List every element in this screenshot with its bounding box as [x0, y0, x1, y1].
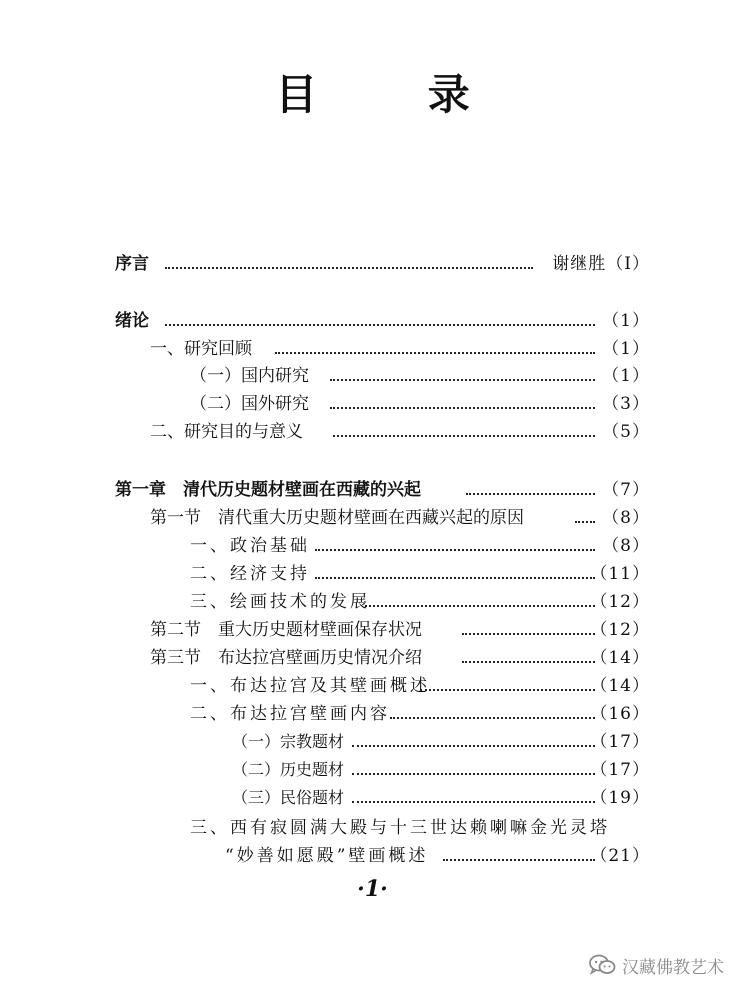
toc-leader-dots: [352, 745, 595, 747]
toc-entry-chapter-1[interactable]: [0, 476, 745, 504]
toc-entry-page: （14）: [590, 676, 650, 696]
toc-entry[interactable]: [0, 814, 745, 842]
toc-entry[interactable]: [0, 700, 745, 728]
toc-entry-page: （1）: [602, 339, 650, 359]
toc-leader-dots: [333, 435, 595, 437]
toc-leader-dots: [365, 605, 595, 607]
toc-entry-page: （1）: [602, 311, 650, 331]
toc-leader-dots: [390, 717, 595, 719]
toc-leader-dots: [443, 859, 595, 861]
toc-leader-dots: [352, 801, 595, 803]
toc-leader-dots: [315, 577, 595, 579]
toc-entry[interactable]: [0, 588, 745, 616]
toc-entry-label: 第二节 重大历史题材壁画保存状况: [150, 620, 422, 640]
toc-leader-dots: [462, 633, 595, 635]
toc-entry-page: （11）: [590, 564, 650, 584]
toc-entry-label: 第一章 清代历史题材壁画在西藏的兴起: [115, 480, 421, 500]
toc-entry-page: 谢继胜（Ⅰ）: [552, 254, 650, 274]
toc-entry[interactable]: [0, 335, 745, 363]
toc-entry-page: （7）: [602, 480, 650, 500]
toc-entry-page: （3）: [602, 394, 650, 414]
toc-entry[interactable]: [0, 532, 745, 560]
toc-entry-label: 一、研究回顾: [150, 339, 252, 359]
toc-entry[interactable]: [0, 644, 745, 672]
toc-entry-introduction[interactable]: [0, 307, 745, 335]
toc-leader-dots: [165, 324, 595, 326]
toc-entry-label: 序言: [115, 254, 149, 274]
toc-entry-label: （三）民俗题材: [232, 788, 345, 807]
watermark-text: 汉藏佛教艺术: [622, 957, 724, 978]
toc-entry-page: （5）: [602, 422, 650, 442]
toc-entry-label: 三、绘画技术的发展: [190, 592, 370, 612]
toc-entry[interactable]: [0, 390, 745, 418]
toc-entry-label: 三、西有寂圆满大殿与十三世达赖喇嘛金光灵塔: [190, 818, 610, 838]
toc-entry[interactable]: [0, 842, 745, 870]
page-number: ·1·: [357, 876, 388, 902]
toc-leader-dots: [275, 352, 595, 354]
page-title: 目 录: [275, 70, 518, 119]
toc-entry-label: 第三节 布达拉宫壁画历史情况介绍: [150, 648, 422, 668]
toc-entry-page: （21）: [590, 846, 650, 866]
toc-entry-page: （16）: [590, 704, 650, 724]
toc-entry[interactable]: [0, 616, 745, 644]
toc-entry[interactable]: [0, 756, 745, 784]
toc-entry[interactable]: [0, 362, 745, 390]
toc-entry-page: （12）: [590, 620, 650, 640]
toc-entry[interactable]: [0, 504, 745, 532]
toc-entry-label: （一）国内研究: [190, 366, 309, 386]
toc-entry[interactable]: [0, 418, 745, 446]
toc-entry-label: 二、经济支持: [190, 564, 310, 584]
toc-leader-dots: [165, 267, 533, 269]
toc-entry[interactable]: [0, 784, 745, 812]
toc-leader-dots: [466, 493, 595, 495]
wechat-icon: [588, 954, 616, 976]
toc-entry-preface[interactable]: [0, 250, 745, 278]
toc-entry-page: （1）: [602, 366, 650, 386]
toc-entry-label: （二）国外研究: [190, 394, 309, 414]
toc-entry-page: （17）: [590, 760, 650, 780]
toc-entry-label: 一、政治基础: [190, 536, 310, 556]
toc-entry[interactable]: [0, 672, 745, 700]
toc-leader-dots: [462, 661, 595, 663]
toc-entry-label: 一、布达拉宫及其壁画概述: [190, 676, 430, 696]
toc-leader-dots: [315, 549, 595, 551]
toc-entry-label: 二、研究目的与意义: [150, 422, 303, 442]
toc-leader-dots: [330, 379, 595, 381]
toc-entry[interactable]: [0, 728, 745, 756]
toc-entry-page: （19）: [590, 788, 650, 808]
toc-entry-page: （14）: [590, 648, 650, 668]
toc-entry-label: （一）宗教题材: [232, 732, 345, 751]
toc-entry-page: （8）: [602, 508, 650, 528]
toc-entry-page: （8）: [602, 536, 650, 556]
toc-entry-page: （12）: [590, 592, 650, 612]
toc-leader-dots: [420, 689, 595, 691]
watermark: [588, 952, 724, 978]
toc-leader-dots: [330, 407, 595, 409]
toc-entry[interactable]: [0, 560, 745, 588]
toc-leader-dots: [352, 773, 595, 775]
toc-entry-label: 第一节 清代重大历史题材壁画在西藏兴起的原因: [150, 508, 524, 528]
toc-entry-label: （二）历史题材: [232, 760, 345, 779]
toc-entry-page: （17）: [590, 732, 650, 752]
toc-entry-label: 绪论: [115, 311, 149, 331]
toc-entry-label: “妙善如愿殿”壁画概述: [225, 846, 429, 866]
toc-entry-label: 二、布达拉宫壁画内容: [190, 704, 390, 724]
toc-leader-dots: [575, 521, 595, 523]
